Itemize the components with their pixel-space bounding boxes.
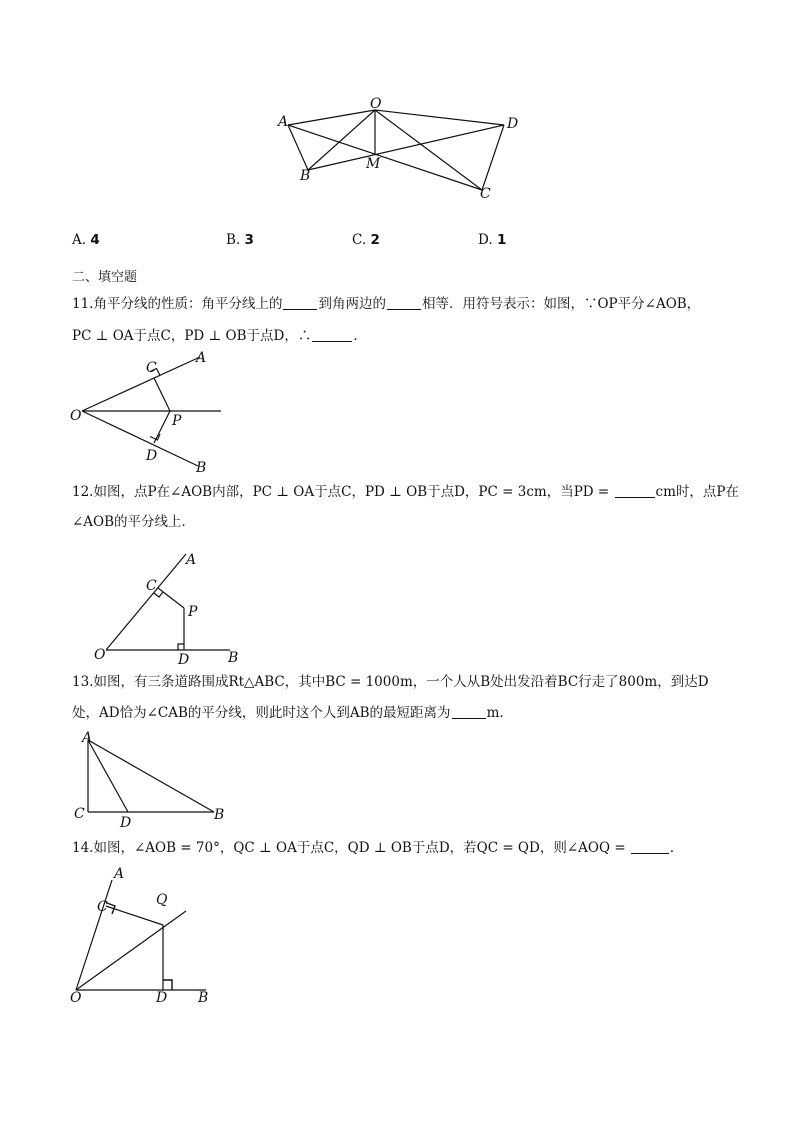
q11-blank-3[interactable] <box>312 327 352 342</box>
label-p: P <box>172 413 182 429</box>
option-b[interactable] <box>226 232 254 248</box>
option-letter: C. <box>352 232 367 248</box>
label-b: B <box>214 807 225 823</box>
q11-text-c: 相等．用符号表示：如图，∵OP平分∠AOB， <box>421 296 701 312</box>
q12-text-b: cm时，点P在 <box>655 484 739 500</box>
section-heading: 二、填空题 <box>72 270 138 285</box>
q12-line2 <box>72 512 195 532</box>
option-a[interactable] <box>72 232 100 248</box>
q13-text-c: m. <box>486 705 504 721</box>
figure-q10 <box>270 90 530 205</box>
q11-text-e: ． <box>353 328 367 344</box>
label-b: B <box>196 460 207 476</box>
figure-q12 <box>90 546 250 668</box>
q12-text-c: ∠AOB的平分线上． <box>72 514 196 530</box>
label-d: D <box>156 990 168 1004</box>
label-q: Q <box>156 892 168 908</box>
label-o: O <box>370 96 382 112</box>
q13-line2 <box>72 703 504 723</box>
option-value: 3 <box>244 232 254 248</box>
label-a: A <box>114 866 125 882</box>
q11-blank-1[interactable] <box>283 295 317 310</box>
label-o: O <box>94 647 106 663</box>
q11-text-a: 11.角平分线的性质：角平分线上的 <box>72 296 283 312</box>
label-c: C <box>480 186 491 202</box>
q14-text-a: 14.如图，∠AOB = 70°，QC ⊥ OA于点C，QD ⊥ OB于点D，若QC = QD，则∠AOQ = <box>72 840 626 856</box>
q13-line1 <box>72 672 709 692</box>
label-m: M <box>366 156 381 172</box>
label-c: C <box>146 360 157 376</box>
label-a: A <box>82 730 93 746</box>
label-b: B <box>198 990 209 1004</box>
option-letter: D. <box>478 232 493 248</box>
q13-text-a: 13.如图，有三条道路围成Rt△ABC，其中BC = 1000m，一个人从B处出发沿着BC行走了800m，到达D <box>72 674 709 690</box>
option-letter: A. <box>72 232 87 248</box>
q11-line2 <box>72 326 367 346</box>
figure-q11 <box>66 346 236 478</box>
label-a: A <box>196 350 207 366</box>
label-o: O <box>70 408 82 424</box>
label-b: B <box>228 650 239 666</box>
option-value: 1 <box>496 232 507 248</box>
q14-text-b: ． <box>669 840 684 856</box>
q12-line1 <box>72 482 739 502</box>
label-d: D <box>146 448 158 464</box>
option-c[interactable] <box>352 232 380 248</box>
label-a: A <box>186 552 197 568</box>
q12-blank[interactable] <box>615 483 655 498</box>
q11-blank-2[interactable] <box>387 295 421 310</box>
label-d: D <box>120 815 132 831</box>
label-c: C <box>97 899 108 915</box>
q14-line1 <box>72 838 683 858</box>
figure-q14 <box>66 864 216 1004</box>
q11-line1 <box>72 294 700 314</box>
option-d[interactable] <box>478 232 506 248</box>
option-letter: B. <box>226 232 241 248</box>
label-c: C <box>74 806 85 822</box>
label-d: D <box>178 652 190 668</box>
label-a: A <box>278 114 289 130</box>
q11-text-b: 到角两边的 <box>318 296 386 312</box>
q12-text-a: 12.如图，点P在∠AOB内部，PC ⊥ OA于点C，PD ⊥ OB于点D，PC = 3cm，当PD = <box>72 484 610 500</box>
option-value: 2 <box>370 232 380 248</box>
label-p: P <box>188 604 198 620</box>
q13-text-b: 处，AD恰为∠CAB的平分线，则此时这个人到AB的最短距离为 <box>72 705 451 721</box>
q13-blank[interactable] <box>452 704 486 719</box>
figure-q13 <box>72 728 234 832</box>
label-o: O <box>70 990 82 1004</box>
q14-blank[interactable] <box>631 839 669 854</box>
label-d: D <box>507 116 519 132</box>
q11-text-d: PC ⊥ OA于点C，PD ⊥ OB于点D，∴ <box>72 328 312 344</box>
option-value: 4 <box>90 232 100 248</box>
label-c: C <box>146 578 157 594</box>
label-b: B <box>300 168 311 184</box>
